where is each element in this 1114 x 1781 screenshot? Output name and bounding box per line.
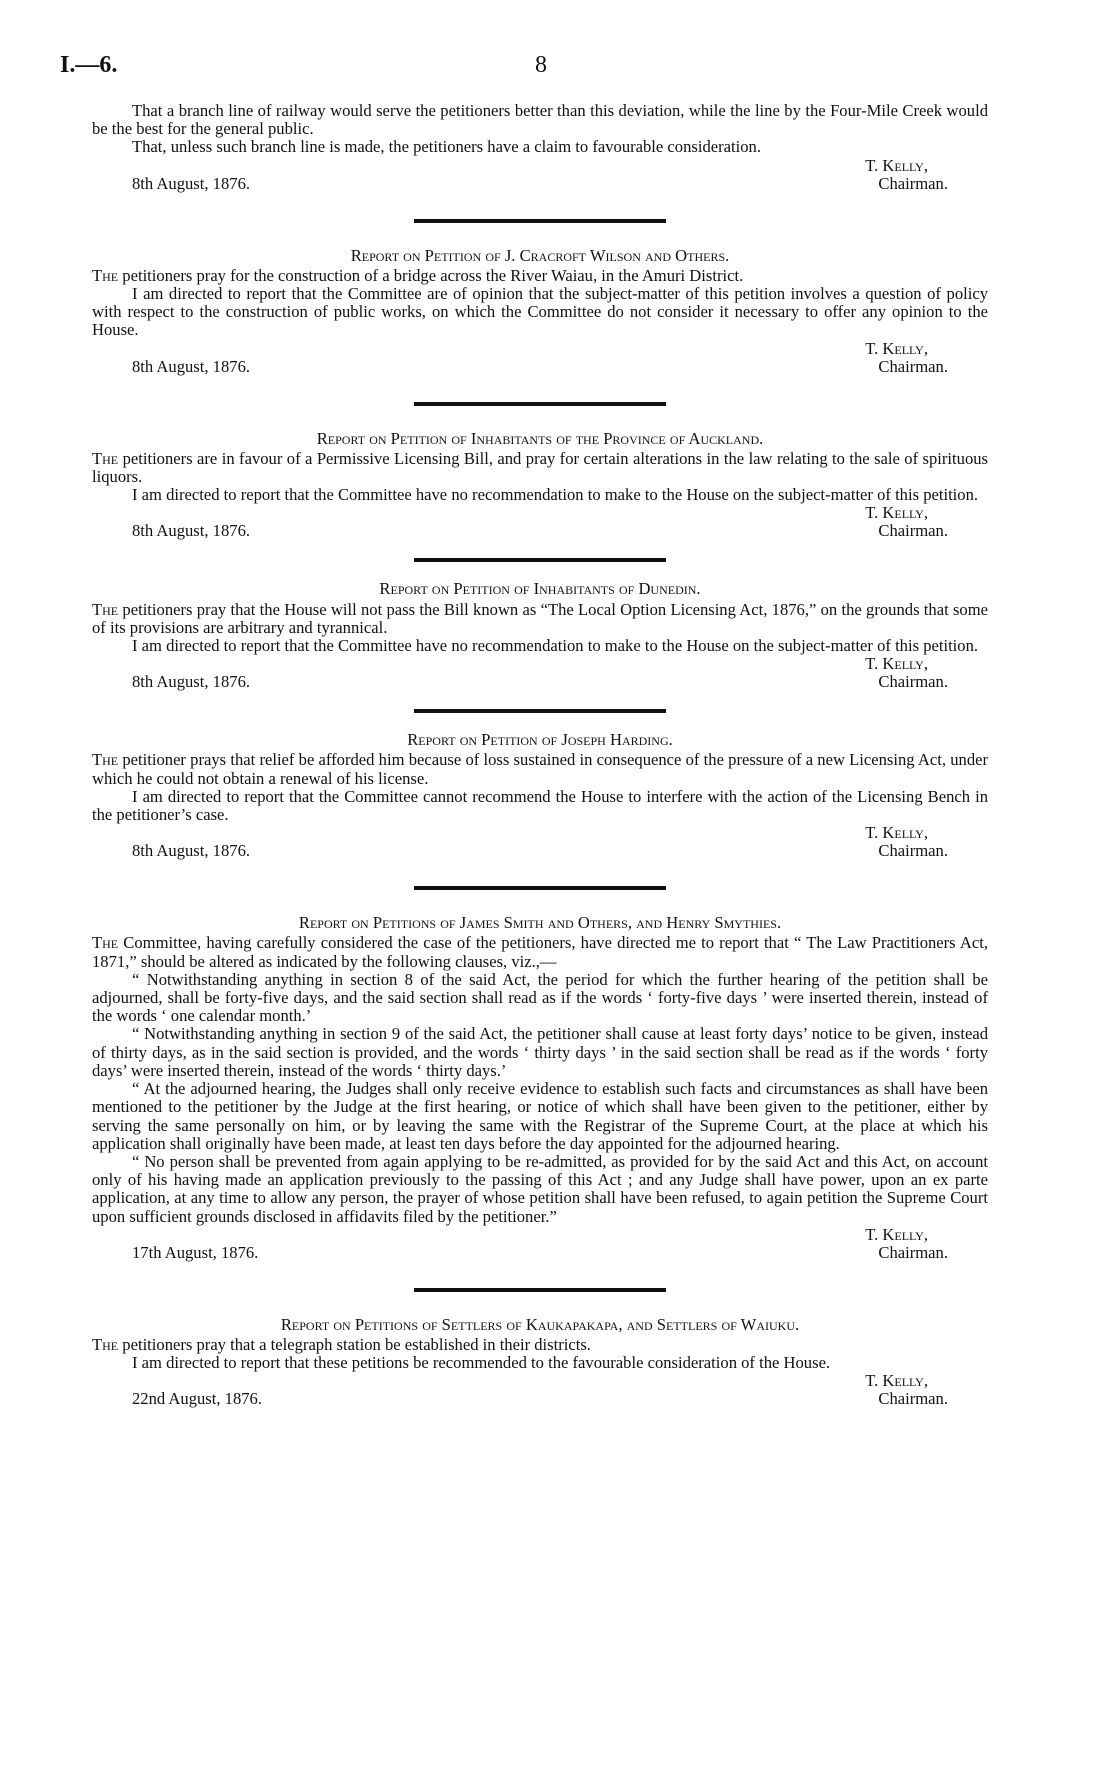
signature-role: Chairman. — [878, 1389, 948, 1409]
signature-block — [92, 655, 988, 691]
body-paragraph: “ At the adjourned hearing, the Judges shall only receive evidence to establish such facts and circumstances as shall have been mentioned to the petitioner by the Judge at the first hearing, or notice of which shall have been given to the petitioner, either by serving the same personally on him, or by leaving the same with the Registrar of the Supreme Court, at the place at which his application shall originally have been made, at least ten days before the day appointed for the adjourned hearing. — [92, 1079, 988, 1153]
lead-word: The — [92, 448, 119, 468]
body-paragraph: I am directed to report that the Committee have no recommendation to make to the House on the subject-matter of this petition. — [132, 485, 979, 505]
signature-name: T. Kelly, — [865, 338, 928, 358]
signature-block — [92, 504, 988, 540]
section-divider — [414, 709, 666, 713]
signature-role: Chairman. — [878, 841, 948, 861]
report-title: Report on Petition of Joseph Harding. — [407, 730, 673, 750]
lead-word: The — [92, 1334, 119, 1354]
signature-date: 8th August, 1876. — [132, 521, 251, 541]
body-paragraph: petitioners pray that a telegraph station be established in their districts. — [122, 1334, 591, 1354]
signature-date: 22nd August, 1876. — [132, 1389, 262, 1409]
signature-date: 8th August, 1876. — [132, 841, 251, 861]
section-divider — [414, 886, 666, 890]
body-paragraph: I am directed to report that the Committee have no recommendation to make to the House on the subject-matter of this petition. — [132, 636, 979, 656]
signature-block — [92, 1226, 988, 1262]
section-divider — [414, 558, 666, 562]
signature-name: T. Kelly, — [865, 503, 928, 523]
signature-role: Chairman. — [878, 672, 948, 692]
report-section — [92, 430, 988, 541]
body-paragraph: petitioners are in favour of a Permissive Licensing Bill, and pray for certain alterations in the law relating to the sale of spirituous liquors. — [92, 448, 989, 487]
signature-name: T. Kelly, — [865, 1371, 928, 1391]
signature-date: 17th August, 1876. — [132, 1242, 259, 1262]
signature-block — [92, 157, 988, 193]
signature-name: T. Kelly, — [865, 654, 928, 674]
body-paragraph: “ Notwithstanding anything in section 8 of the said Act, the period for which the further hearing of the petition shall be adjourned, shall be forty-five days, and the said section shall read as if the words ‘ forty-five days ’ were inserted therein, instead of the words ‘ one calendar month.’ — [92, 969, 988, 1026]
page-reference: I.—6. — [60, 52, 118, 78]
body-paragraph: That, unless such branch line is made, the petitioners have a claim to favourable consideration. — [132, 137, 761, 157]
page-content — [92, 102, 988, 1408]
body-paragraph: petitioners pray for the construction of a bridge across the River Waiau, in the Amuri District. — [122, 265, 744, 285]
body-paragraph: I am directed to report that the Committee are of opinion that the subject-matter of this petition involves a question of policy with respect to the construction of public works, on which the Committee do not consider it necessary to offer any opinion to the House. — [92, 284, 988, 340]
lead-word: The — [92, 750, 119, 770]
intro-section — [92, 102, 988, 193]
report-section — [92, 580, 988, 691]
section-divider — [414, 402, 666, 406]
body-paragraph: I am directed to report that these petitions be recommended to the favourable consideration of the House. — [132, 1353, 831, 1373]
page-number: 8 — [535, 52, 547, 78]
report-title: Report on Petition of Inhabitants of Dunedin. — [379, 579, 701, 599]
body-paragraph: petitioner prays that relief be afforded him because of loss sustained in consequence of the pressure of a new Licensing Act, under which he could not obtain a renewal of his license. — [92, 750, 989, 788]
lead-word: The — [92, 933, 119, 953]
section-divider — [414, 1288, 666, 1292]
body-paragraph: I am directed to report that the Committee cannot recommend the House to interfere with the action of the Licensing Bench in the petitioner’s case. — [92, 786, 988, 825]
report-section — [92, 247, 988, 376]
lead-word: The — [92, 265, 119, 285]
signature-block — [92, 1372, 988, 1408]
signature-date: 8th August, 1876. — [132, 356, 251, 376]
page-header — [60, 52, 1050, 82]
report-section — [92, 914, 988, 1261]
signature-name: T. Kelly, — [865, 1224, 928, 1244]
signature-role: Chairman. — [878, 173, 948, 193]
body-paragraph: “ Notwithstanding anything in section 9 of the said Act, the petitioner shall cause at least forty days’ notice to be given, instead of thirty days, as in the said section is provided, and the words ‘ thirty days ’ in the said section shall be read as if the words ‘ forty days’ were inserted therein, instead of the words ‘ thirty days.’ — [92, 1024, 988, 1080]
report-section — [92, 1316, 988, 1409]
lead-word: The — [92, 599, 119, 619]
signature-name: T. Kelly, — [865, 155, 928, 175]
body-paragraph: petitioners pray that the House will not pass the Bill known as “The Local Option Licensing Act, 1876,” on the grounds that some of its provisions are arbitrary and tyrannical. — [92, 599, 988, 637]
signature-role: Chairman. — [878, 521, 948, 541]
section-divider — [414, 219, 666, 223]
signature-block — [92, 340, 988, 376]
signature-name: T. Kelly, — [865, 823, 928, 843]
report-title: Report on Petition of Inhabitants of the Province of Auckland. — [316, 428, 764, 448]
body-paragraph: Committee, having carefully considered the case of the petitioners, have directed me to report that “ The Law Practitioners Act, 1871,” should be altered as indicated by the following clauses, viz.,— — [92, 933, 988, 971]
report-title: Report on Petitions of James Smith and Others, and Henry Smythies. — [298, 913, 782, 933]
body-paragraph: “ No person shall be prevented from again applying to be re-admitted, as provided for by the said Act and this Act, on account only of his having made an application previously to the passing of this Act ; and any Judge shall have power, upon an ex parte application, at any time to allow any person, the prayer of whose petition shall have been refused, to again petition the Supreme Court upon sufficient grounds disclosed in affidavits filed by the petitioner.” — [92, 1151, 988, 1226]
report-title: Report on Petitions of Settlers of Kaukapakapa, and Settlers of Waiuku. — [280, 1314, 800, 1334]
signature-date: 8th August, 1876. — [132, 672, 251, 692]
report-title: Report on Petition of J. Cracroft Wilson and Others. — [350, 245, 730, 265]
signature-date: 8th August, 1876. — [132, 173, 251, 193]
body-paragraph: That a branch line of railway would serve the petitioners better than this deviation, while the line by the Four-Mile Creek would be the best for the general public. — [92, 101, 988, 139]
signature-role: Chairman. — [878, 356, 948, 376]
signature-role: Chairman. — [878, 1242, 948, 1262]
report-section — [92, 731, 988, 860]
signature-block — [92, 824, 988, 860]
